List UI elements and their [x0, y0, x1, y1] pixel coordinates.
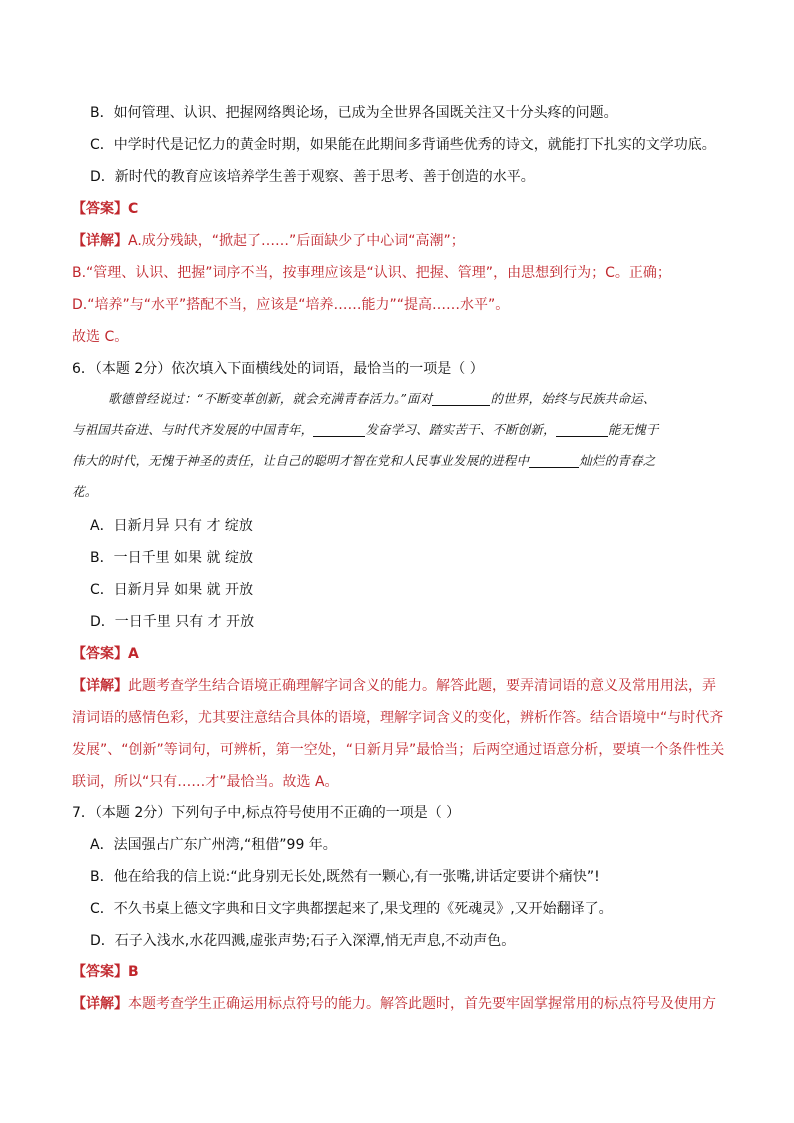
q6-answer	[72, 644, 139, 664]
q7-question: 7．（本题 2分）下列句子中,标点符号使用不正确的一项是（ ）	[72, 805, 461, 821]
passage-text: 灿烂的青春之	[579, 453, 656, 468]
answer-tag: 【答案】	[72, 201, 128, 217]
q5-conclusion: 故选 C。	[72, 329, 129, 345]
detail-text: 本题考查学生正确运用标点符号的能力。解答此题时，首先要牢固掌握常用的标点符号及使用方	[128, 996, 716, 1012]
detail-text: 此题考查学生结合语境正确理解字词含义的能力。解答此题，要弄清词语的意义及常用用法，弄	[128, 678, 716, 694]
blank-1[interactable]	[432, 391, 490, 406]
blank-4[interactable]	[529, 453, 579, 468]
q7-option-b: B．他在给我的信上说:“此身别无长处,既然有一颗心,有一张嘴,讲话定要讲个痛快”!	[90, 869, 600, 885]
detail-tag: 【详解】	[72, 678, 128, 694]
detail-tag: 【详解】	[72, 233, 128, 249]
q6-detail-line-1	[72, 676, 716, 696]
answer-tag: 【答案】	[72, 964, 128, 980]
passage-text: 歌德曾经说过：“不断变革创新，就会充满青春活力。”面对	[108, 391, 433, 406]
q6-option-d: D．一日千里 只有 才 开放	[90, 614, 255, 630]
q5-detail-line-2: B.“管理、认识、把握”词序不当，按事理应该是“认识、把握、管理”，由思想到行为；C。正确；	[72, 265, 671, 281]
passage-text: 与祖国共奋进、与时代齐发展的中国青年，	[72, 422, 314, 437]
passage-text: 伟大的时代，无愧于神圣的责任，让自己的聪明才智在党和人民事业发展的进程中	[72, 453, 530, 468]
q5-detail-line-3: D.“培养”与“水平”搭配不当，应该是“培养……能力”“提高……水平”。	[72, 297, 510, 313]
q7-answer	[72, 962, 139, 982]
answer-value: B	[128, 964, 139, 980]
answer-value: A	[128, 646, 139, 662]
blank-2[interactable]	[313, 422, 365, 437]
blank-3[interactable]	[556, 422, 608, 437]
q7-option-c: C．不久书桌上德文字典和日文字典都摆起来了,果戈理的《死魂灵》,又开始翻译了。	[90, 901, 613, 917]
q6-option-b: B．一日千里 如果 就 绽放	[90, 550, 253, 566]
q5-answer	[72, 199, 138, 219]
passage-line-3	[72, 445, 736, 476]
q6-option-a: A．日新月异 只有 才 绽放	[90, 518, 253, 534]
q6-option-c: C．日新月异 如果 就 开放	[90, 582, 254, 598]
q7-option-a: A．法国强占广东广州湾,“租借”99 年。	[90, 837, 337, 853]
passage-text: 的世界，始终与民族共命运、	[490, 391, 656, 406]
q6-detail-line-3: 发展”、“创新”等词句，可辨析，第一空处，“日新月异”最恰当；后两空通过语意分析，要填一个条件性关	[72, 742, 725, 758]
q7-option-d: D．石子入浅水,水花四溅,虚张声势;石子入深潭,悄无声息,不动声色。	[90, 933, 516, 949]
passage-text: 发奋学习、踏实苦干、不断创新，	[365, 422, 556, 437]
detail-text: A.成分残缺，“掀起了……”后面缺少了中心词“高潮”；	[128, 233, 465, 249]
q6-detail-line-4: 联词，所以“只有……才”最恰当。故选 A。	[72, 774, 339, 790]
passage-line-1	[72, 383, 736, 414]
answer-value: C	[128, 201, 139, 217]
q6-passage	[72, 383, 736, 507]
q6-detail-line-2: 清词语的感情色彩，尤其要注意结合具体的语境，理解字词含义的变化，辨析作答。结合语境中“与时代齐	[72, 710, 724, 726]
q7-detail-line-1	[72, 994, 716, 1014]
q6-question: 6．（本题 2分）依次填入下面横线处的词语，最恰当的一项是（ ）	[72, 361, 484, 377]
answer-tag: 【答案】	[72, 646, 128, 662]
q5-option-d: D．新时代的教育应该培养学生善于观察、善于思考、善于创造的水平。	[90, 169, 535, 185]
q5-option-b: B．如何管理、认识、把握网络舆论场，已成为全世界各国既关注又十分头疼的问题。	[90, 105, 618, 121]
q5-detail-line-1	[72, 231, 465, 251]
detail-tag: 【详解】	[72, 996, 128, 1012]
passage-text: 能无愧于	[607, 422, 659, 437]
q5-option-c: C．中学时代是记忆力的黄金时期，如果能在此期间多背诵些优秀的诗文，就能打下扎实的文学功底。	[90, 137, 716, 153]
passage-line-4: 花。	[72, 484, 98, 499]
passage-line-2	[72, 414, 736, 445]
